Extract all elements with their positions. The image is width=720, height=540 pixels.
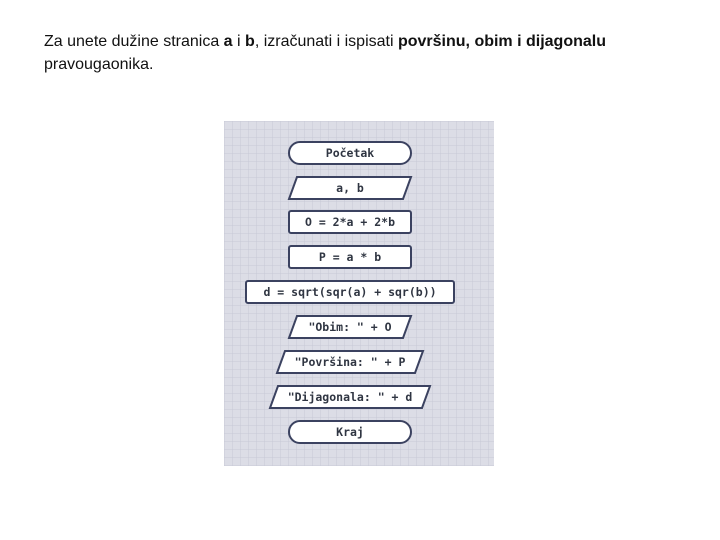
side-a-label: a: [223, 33, 233, 50]
task-text: i: [232, 33, 246, 50]
side-b-label: b: [245, 33, 255, 50]
flowchart-image: [224, 121, 494, 466]
task-outputs: površinu, obim i dijagonalu: [397, 33, 606, 50]
flowchart: [224, 121, 494, 466]
node-output-area-label: "Površina: " + P: [294, 355, 406, 369]
task-text: pravougaonika.: [44, 56, 154, 73]
node-calc-perimeter-label: O = 2*a + 2*b: [304, 215, 396, 229]
node-end-label: Kraj: [336, 425, 364, 439]
task-text: , izračunati i ispisati: [254, 33, 398, 50]
node-start-label: Početak: [325, 146, 375, 160]
task-description: [44, 30, 644, 76]
node-calc-diagonal-label: d = sqrt(sqr(a) + sqr(b)): [263, 285, 437, 299]
node-input-label: a, b: [336, 181, 364, 195]
node-calc-area-label: P = a * b: [318, 250, 382, 264]
node-output-perimeter-label: "Obim: " + O: [308, 320, 392, 334]
task-text: Za unete dužine stranica: [44, 33, 224, 50]
node-output-diagonal-label: "Dijagonala: " + d: [287, 390, 413, 404]
